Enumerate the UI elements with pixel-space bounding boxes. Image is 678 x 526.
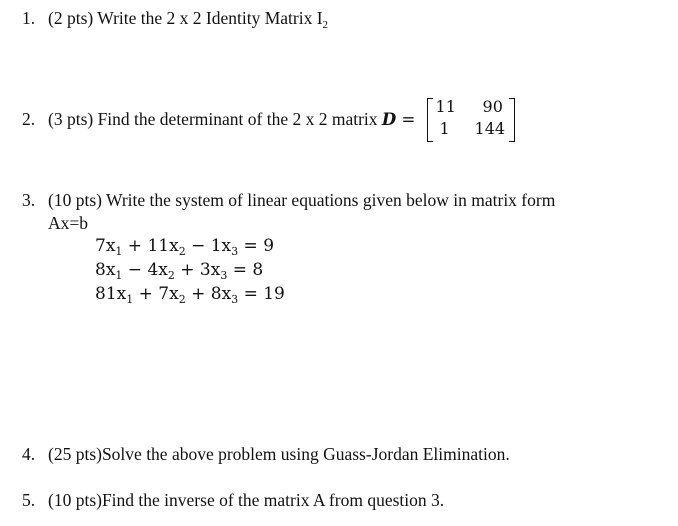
question-number: 2.: [22, 109, 36, 129]
question-number: 5.: [22, 490, 36, 510]
left-bracket: [427, 98, 433, 142]
matrix-cell-c: 1: [439, 118, 450, 138]
question-4: [22, 444, 510, 465]
matrix-cell-b: 90: [482, 96, 503, 116]
question-number: 4.: [22, 444, 36, 464]
question-text: (10 pts) Write the system of linear equations given below in matrix form: [48, 190, 556, 210]
question-number: 1.: [22, 8, 36, 28]
question-text: (2 pts) Write the 2 x 2 Identity Matrix I: [48, 8, 323, 28]
question-3-continuation: Ax=b: [48, 213, 89, 233]
question-3: [22, 190, 555, 211]
equals-sign: =: [396, 110, 421, 129]
question-1: [22, 8, 328, 31]
equation-3: $81x_1 + 7x_2 + 8x_3 = 19$: [95, 284, 285, 306]
matrix-d: [427, 98, 515, 144]
equation-2: $8x_1 - 4x_2 + 3x_3 = 8$: [95, 260, 264, 282]
equation-1: $7x_1 + 11x_2 - 1x_3 = 9$: [95, 236, 275, 258]
matrix-cell-d: 144: [474, 118, 506, 138]
question-text: (25 pts)Solve the above problem using Guass-Jordan Elimination.: [48, 444, 510, 464]
matrix-cell-a: 11: [435, 96, 456, 116]
question-text: (10 pts)Find the inverse of the matrix A from question 3.: [48, 490, 445, 510]
question-2: [22, 96, 515, 144]
matrix-variable: D: [381, 110, 397, 129]
right-bracket: [509, 98, 515, 142]
question-number: 3.: [22, 190, 36, 210]
question-text: (3 pts) Find the determinant of the 2 x 2 matrix: [48, 109, 382, 129]
subscript: 2: [322, 19, 329, 31]
question-5: [22, 490, 444, 511]
